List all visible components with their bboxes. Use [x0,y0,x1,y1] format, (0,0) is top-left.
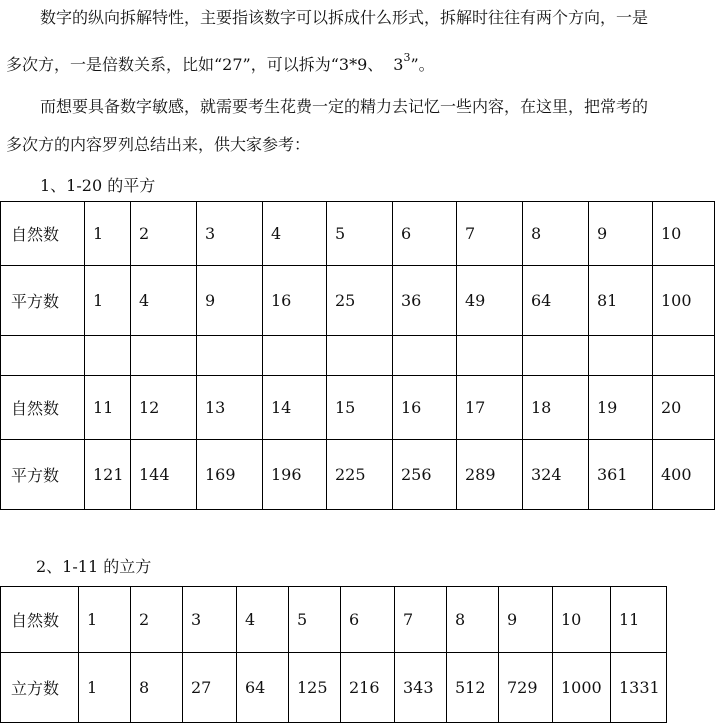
value-cell: 4 [263,202,327,266]
value-cell: 12 [131,376,197,440]
value-cell [457,336,523,376]
value-cell: 10 [653,202,715,266]
value-cell: 3 [183,587,237,653]
value-cell: 8 [131,653,183,723]
table-row [1,587,667,653]
row-label-cell: 立方数 [1,653,79,723]
value-cell [263,336,327,376]
power-exponent: 3 [403,51,411,64]
value-cell [523,336,589,376]
cubes-table [0,586,667,723]
value-cell: 10 [553,587,611,653]
value-cell: 1 [85,266,131,336]
value-cell: 11 [611,587,667,653]
value-cell: 8 [447,587,499,653]
value-cell: 19 [589,376,653,440]
intro-line-2 [6,51,435,76]
value-cell: 125 [289,653,341,723]
value-cell: 17 [457,376,523,440]
value-cell: 1 [85,202,131,266]
value-cell: 11 [85,376,131,440]
value-cell: 2 [131,202,197,266]
value-cell: 361 [589,440,653,510]
value-cell: 20 [653,376,715,440]
value-cell: 196 [263,440,327,510]
value-cell: 15 [327,376,393,440]
value-cell: 6 [393,202,457,266]
row-label-cell: 平方数 [1,440,85,510]
value-cell: 5 [327,202,393,266]
table-row [1,336,715,376]
value-cell: 144 [131,440,197,510]
value-cell: 49 [457,266,523,336]
value-cell: 1331 [611,653,667,723]
value-cell [653,336,715,376]
value-cell: 9 [197,266,263,336]
value-cell: 343 [395,653,447,723]
value-cell: 14 [263,376,327,440]
section-1-title: 1、1-20 的平方 [40,176,156,195]
value-cell: 81 [589,266,653,336]
squares-table-body [1,202,715,510]
table-row [1,440,715,510]
value-cell: 9 [499,587,553,653]
value-cell [589,336,653,376]
value-cell: 1 [79,587,131,653]
value-cell: 18 [523,376,589,440]
intro-line-4: 多次方的内容罗列总结出来，供大家参考： [6,135,311,154]
table-row [1,202,715,266]
intro-line-1: 数字的纵向拆解特性，主要指该数字可以拆成什么形式，拆解时往往有两个方向，一是 [40,8,649,27]
squares-table [0,201,715,510]
value-cell: 9 [589,202,653,266]
value-cell: 400 [653,440,715,510]
value-cell: 216 [341,653,395,723]
section-2-title: 2、1-11 的立方 [36,557,152,576]
intro-line-2-text: 多次方，一是倍数关系，比如“27”，可以拆为“3*9、 [6,55,384,74]
value-cell: 100 [653,266,715,336]
intro-line-2-end: ”。 [410,55,435,74]
value-cell: 16 [393,376,457,440]
value-cell: 7 [457,202,523,266]
value-cell [327,336,393,376]
value-cell: 16 [263,266,327,336]
value-cell: 5 [289,587,341,653]
value-cell: 36 [393,266,457,336]
value-cell: 64 [523,266,589,336]
row-label-cell: 平方数 [1,266,85,336]
intro-line-3: 而想要具备数字敏感，就需要考生花费一定的精力去记忆一些内容，在这里，把常考的 [40,97,649,116]
cubes-table-body [1,587,667,723]
value-cell: 13 [197,376,263,440]
table-row [1,266,715,336]
value-cell: 256 [393,440,457,510]
row-label-cell: 自然数 [1,587,79,653]
table-row [1,376,715,440]
value-cell: 1 [79,653,131,723]
row-label-cell: 自然数 [1,376,85,440]
value-cell: 4 [237,587,289,653]
value-cell [85,336,131,376]
value-cell: 27 [183,653,237,723]
value-cell: 7 [395,587,447,653]
row-label-cell [1,336,85,376]
row-label-cell: 自然数 [1,202,85,266]
value-cell: 6 [341,587,395,653]
value-cell: 3 [197,202,263,266]
value-cell: 1000 [553,653,611,723]
value-cell: 324 [523,440,589,510]
value-cell: 512 [447,653,499,723]
value-cell: 4 [131,266,197,336]
value-cell: 169 [197,440,263,510]
value-cell: 121 [85,440,131,510]
value-cell: 729 [499,653,553,723]
value-cell: 225 [327,440,393,510]
value-cell: 289 [457,440,523,510]
value-cell: 8 [523,202,589,266]
value-cell [197,336,263,376]
power-base: 3 [393,55,404,74]
value-cell: 64 [237,653,289,723]
value-cell: 25 [327,266,393,336]
value-cell [131,336,197,376]
value-cell [393,336,457,376]
table-row [1,653,667,723]
value-cell: 2 [131,587,183,653]
